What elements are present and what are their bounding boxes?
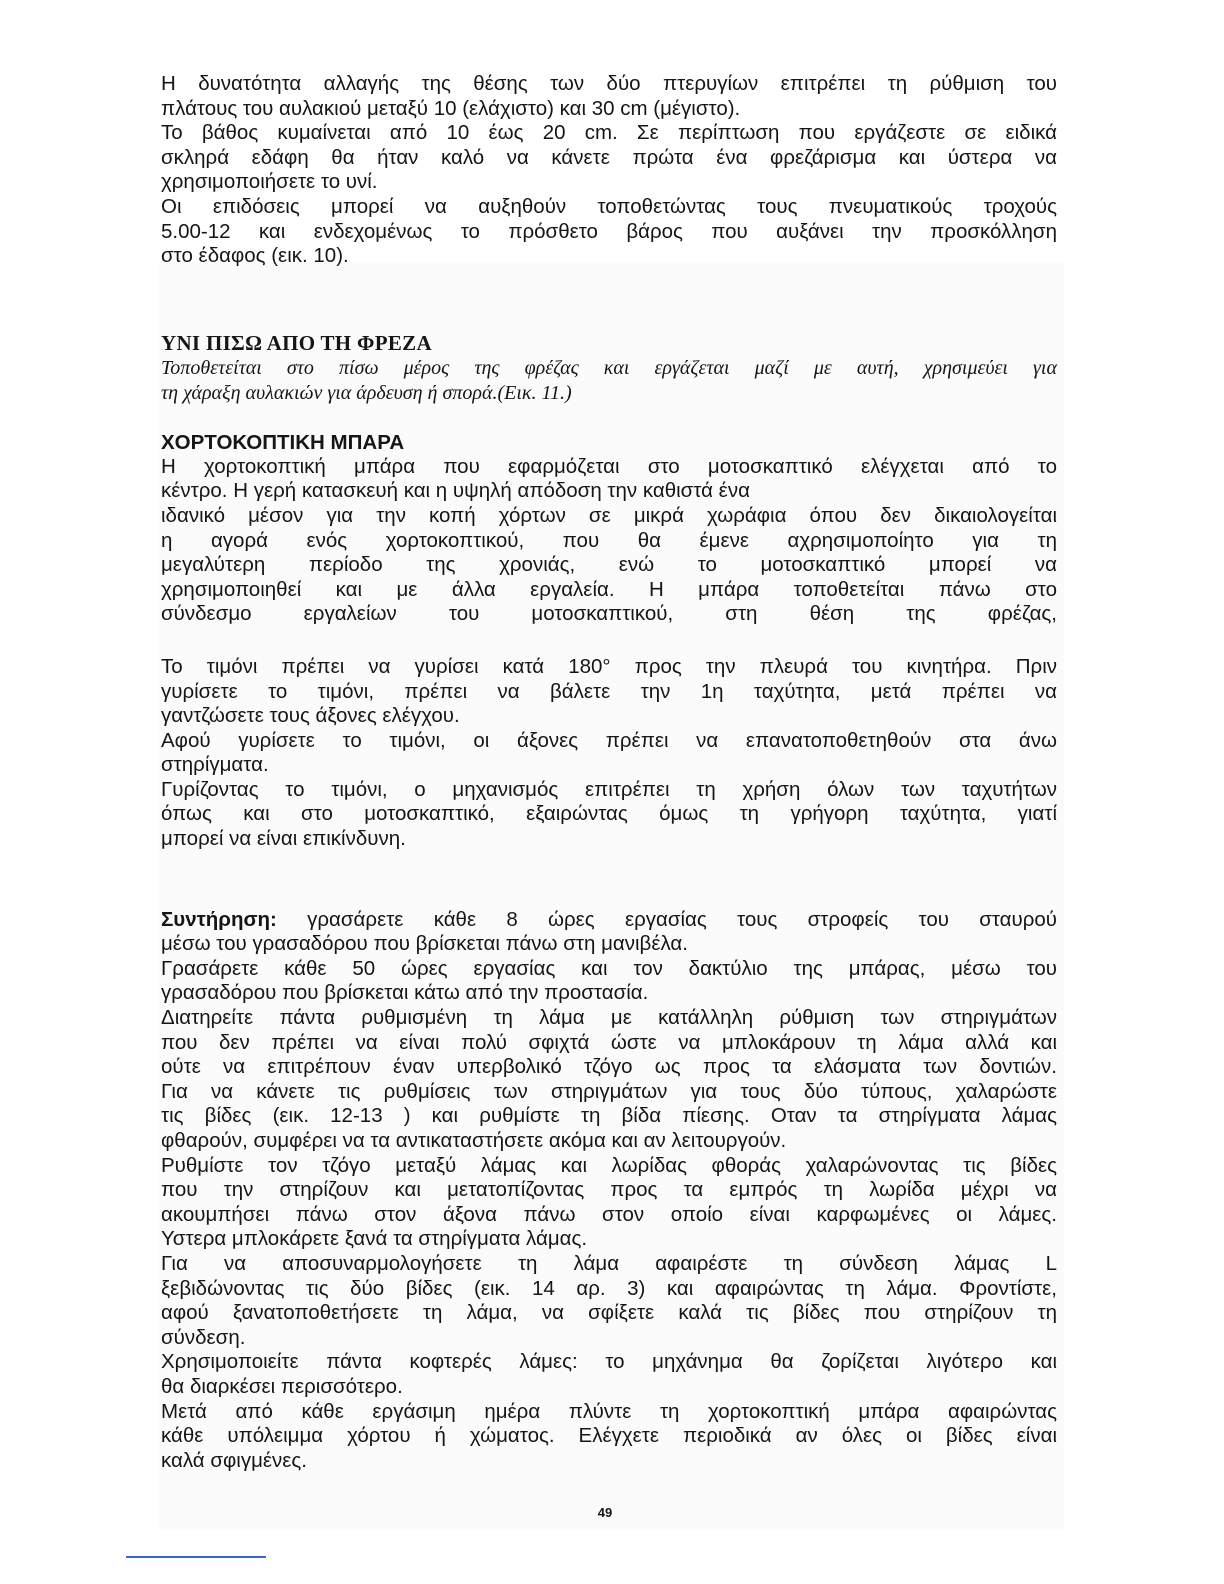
maintenance-line: Γρασάρετε κάθε 50 ώρες εργασίας και τον δακτύλιο της μπάρας, μέσω του	[161, 956, 1057, 980]
intro-paragraph	[161, 72, 1057, 269]
maintenance-lead: Συντήρηση:	[161, 907, 277, 931]
maintenance-line: Για να αποσυναρμολογήσετε τη λάμα αφαιρέστε τη σύνδεση λάμας L	[161, 1251, 1057, 1275]
maintenance-line: που δεν πρέπει να είναι πολύ σφιχτά ώστε να μπλοκάρουν τη λάμα αλλά και	[161, 1030, 1057, 1054]
maintenance-line: Ρυθμίστε τον τζόγο μεταξύ λάμας και λωρίδας φθοράς χαλαρώνοντας τις βίδες	[161, 1153, 1057, 1177]
maintenance-line: φθαρούν, συμφέρει να τα αντικαταστήσετε ακόμα και αν λειτουργούν.	[161, 1129, 787, 1152]
mower-section	[161, 430, 1057, 627]
steering-line: Αφού γυρίσετε το τιμόνι, οι άξονες πρέπει να επανατοποθετηθούν στα άνω	[161, 728, 1057, 752]
maintenance-line: Χρησιμοποιείτε πάντα κοφτερές λάμες: το μηχάνημα θα ζορίζεται λιγότερο και	[161, 1350, 1057, 1374]
mower-line: χρησιμοποιηθεί και με άλλα εργαλεία. Η μπάρα τοποθετείται πάνω στο	[161, 577, 1057, 601]
maintenance-line: γρασαδόρου που βρίσκεται κάτω από την προστασία.	[161, 981, 649, 1005]
maintenance-first-line	[161, 908, 1057, 933]
page-number: 49	[597, 1505, 613, 1520]
intro-line: Οι επιδόσεις μπορεί να αυξηθούν τοποθετώντας τους πνευματικούς τροχούς	[161, 194, 1057, 218]
plough-line: τη χάραξη αυλακιών για άρδευση ή σπορά.(Εικ. 11.)	[161, 381, 572, 404]
maintenance-line: σύνδεση.	[161, 1325, 246, 1349]
plough-section-body	[161, 356, 1057, 406]
maintenance-line: Για να κάνετε τις ρυθμίσεις των στηριγμάτων για τους δύο τύπους, χαλαρώστε	[161, 1079, 1057, 1103]
manual-page	[161, 72, 1057, 1473]
steering-line: όπως και στο μοτοσκαπτικό, εξαιρώντας όμως τη γρήγορη ταχύτητα, γιατί	[161, 802, 1057, 826]
steering-line: Το τιμόνι πρέπει να γυρίσει κατά 180° προς την πλευρά του κινητήρα. Πριν	[161, 654, 1057, 678]
mower-line: Η χορτοκοπτική μπάρα που εφαρμόζεται στο μοτοσκαπτικό ελέγχεται από το	[161, 454, 1057, 478]
steering-line: στηρίγματα.	[161, 753, 269, 777]
mower-line: η αγορά ενός χορτοκοπτικού, που θα έμενε αχρησιμοποίητο για τη	[161, 528, 1057, 552]
plough-section	[161, 331, 1057, 406]
steering-line: Γυρίζοντας το τιμόνι, ο μηχανισμός επιτρέπει τη χρήση όλων των ταχυτήτων	[161, 777, 1057, 801]
maintenance-paragraph	[161, 908, 1057, 1474]
maintenance-line: ξεβιδώνοντας τις δύο βίδες (εικ. 14 αρ. 3) και αφαιρώντας τη λάμα. Φροντίστε,	[161, 1276, 1057, 1300]
maintenance-line: μέσω του γρασαδόρου που βρίσκεται πάνω στη μανιβέλα.	[161, 932, 688, 956]
intro-line: πλάτους του αυλακιού μεταξύ 10 (ελάχιστο) και 30 cm (μέγιστο).	[161, 96, 741, 120]
footer-rule	[126, 1556, 266, 1558]
intro-line: στο έδαφος (εικ. 10).	[161, 244, 349, 268]
maintenance-line: καλά σφιγμένες.	[161, 1448, 308, 1472]
plough-section-title: ΥΝΙ ΠΙΣΩ ΑΠΟ ΤΗ ΦΡΕΖΑ	[161, 330, 432, 355]
maintenance-line: ούτε να επιτρέπουν έναν υπερβολικό τζόγο ως προς τα ελάσματα των δοντιών.	[161, 1055, 1057, 1079]
mower-section-body	[161, 455, 1057, 627]
mower-line: ιδανικό μέσον για την κοπή χόρτων σε μικρά χωράφια όπου δεν δικαιολογείται	[161, 503, 1057, 527]
maintenance-line: που την στηρίζουν και μετατοπίζοντας προς τα εμπρός τη λωρίδα μέχρι να	[161, 1178, 1057, 1202]
maintenance-line: Υστερα μπλοκάρετε ξανά τα στηρίγματα λάμας.	[161, 1227, 588, 1251]
maintenance-line: αφού ξανατοποθετήσετε τη λάμα, να σφίξετε καλά τις βίδες που στηρίζουν τη	[161, 1301, 1057, 1325]
mower-line: μεγαλύτερη περίοδο της χρονιάς, ενώ το μοτοσκαπτικό μπορεί να	[161, 553, 1057, 577]
maintenance-line: Διατηρείτε πάντα ρυθμισμένη τη λάμα με κατάλληλη ρύθμιση των στηριγμάτων	[161, 1006, 1057, 1030]
mower-section-title: ΧΟΡΤΟΚΟΠΤΙΚΗ ΜΠΑΡΑ	[161, 430, 405, 454]
mower-line: κέντρο. Η γερή κατασκευή και η υψηλή απόδοση την καθιστά ένα	[161, 479, 750, 503]
steering-line: γυρίσετε το τιμόνι, πρέπει να βάλετε την 1η ταχύτητα, μετά πρέπει να	[161, 679, 1057, 703]
maintenance-line: θα διαρκέσει περισσότερο.	[161, 1374, 403, 1398]
maintenance-line: ακουμπήσει πάνω στον άξονα πάνω στον οποίο είναι καρφωμένες οι λάμες.	[161, 1202, 1057, 1226]
maintenance-line: Μετά από κάθε εργάσιμη ημέρα πλύντε τη χορτοκοπτική μπάρα αφαιρώντας	[161, 1399, 1057, 1423]
steering-paragraph	[161, 655, 1057, 852]
intro-line: σκληρά εδάφη θα ήταν καλό να κάνετε πρώτα ένα φρεζάρισμα και ύστερα να	[161, 145, 1057, 169]
maintenance-line: κάθε υπόλειμμα χόρτου ή χώματος. Ελέγχετε περιοδικά αν όλες οι βίδες είναι	[161, 1424, 1057, 1448]
maintenance-first-line-text: γρασάρετε κάθε 8 ώρες εργασίας τους στροφείς του σταυρού	[276, 907, 1057, 931]
intro-line: Το βάθος κυμαίνεται από 10 έως 20 cm. Σε περίπτωση που εργάζεστε σε ειδικά	[161, 121, 1057, 145]
steering-line: γαντζώσετε τους άξονες ελέγχου.	[161, 704, 460, 728]
intro-line: Η δυνατότητα αλλαγής της θέσης των δύο πτερυγίων επιτρέπει τη ρύθμιση του	[161, 72, 1057, 95]
intro-line: χρησιμοποιήσετε το υνί.	[161, 170, 378, 194]
intro-line: 5.00-12 και ενδεχομένως το πρόσθετο βάρος που αυξάνει την προσκόλληση	[161, 219, 1057, 243]
maintenance-line: τις βίδες (εικ. 12-13 ) και ρυθμίστε τη βίδα πίεσης. Οταν τα στηρίγματα λάμας	[161, 1104, 1057, 1128]
plough-line: Τοποθετείται στο πίσω μέρος της φρέζας και εργάζεται μαζί με αυτή, χρησιμεύει για	[161, 356, 1057, 379]
steering-line: μπορεί να είναι επικίνδυνη.	[161, 827, 406, 851]
mower-line: σύνδεσμο εργαλείων του μοτοσκαπτικού, στη θέση της φρέζας,	[161, 602, 1057, 626]
